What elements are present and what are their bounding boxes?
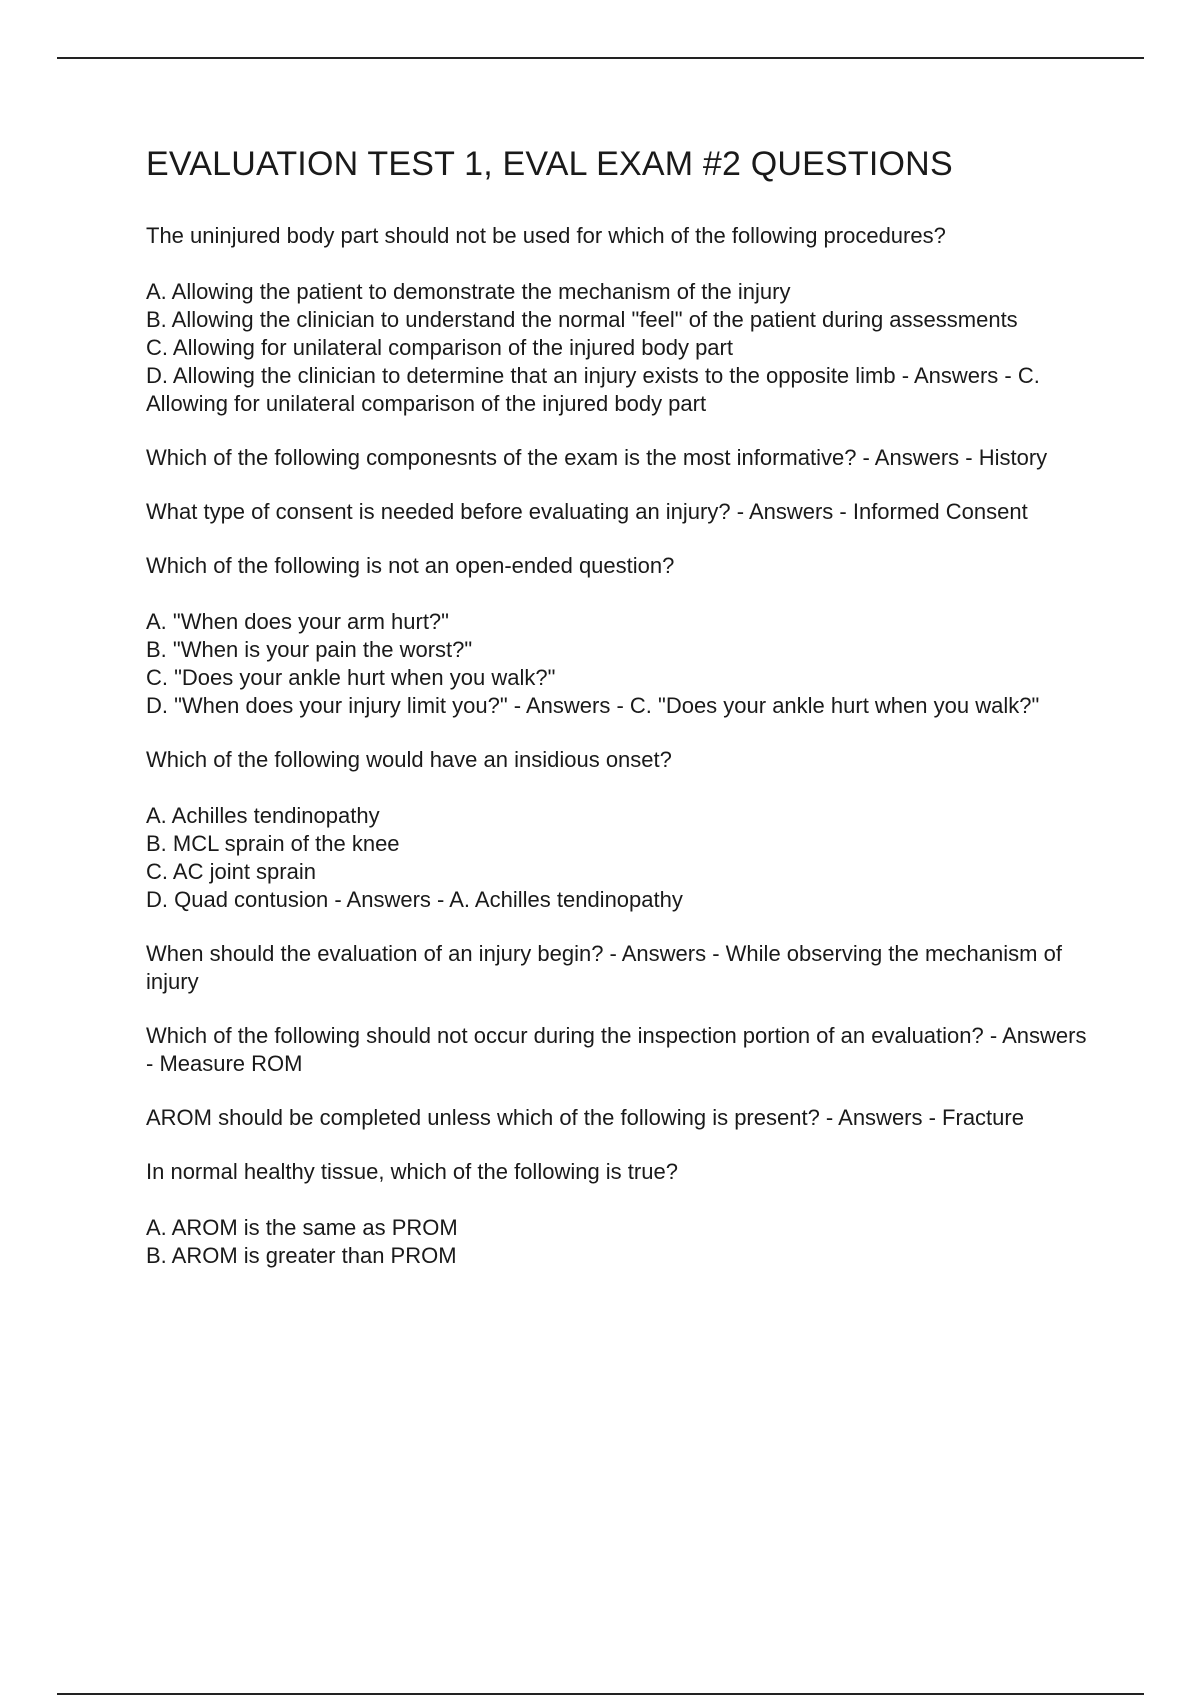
bottom-rule — [57, 1693, 1144, 1695]
choice-line: C. Allowing for unilateral comparison of the injured body part — [146, 335, 733, 360]
choice-line: D. Quad contusion - Answers - A. Achilles tendinopathy — [146, 887, 683, 912]
question-2 — [146, 444, 1091, 472]
question-8 — [146, 1104, 1091, 1132]
choice-line: D. "When does your injury limit you?" - Answers - C. "Does your ankle hurt when you walk?" — [146, 693, 1040, 718]
question-stem: Which of the following would have an insidious onset? — [146, 747, 672, 772]
choice-line: A. AROM is the same as PROM — [146, 1215, 458, 1240]
choice-line: A. "When does your arm hurt?" — [146, 609, 449, 634]
question-6 — [146, 940, 1091, 996]
choice-line: D. Allowing the clinician to determine that an injury exists to the opposite limb - Answers - C. Allowing for unilateral comparison of the injured body part — [146, 363, 1040, 416]
question-stem: AROM should be completed unless which of the following is present? - Answers - Fracture — [146, 1105, 1024, 1130]
choice-line: C. "Does your ankle hurt when you walk?" — [146, 665, 556, 690]
choice-line: A. Allowing the patient to demonstrate the mechanism of the injury — [146, 279, 791, 304]
question-5 — [146, 746, 1091, 914]
choice-line: B. MCL sprain of the knee — [146, 831, 400, 856]
question-stem: Which of the following is not an open-ended question? — [146, 553, 675, 578]
question-stem: When should the evaluation of an injury begin? - Answers - While observing the mechanism of injury — [146, 941, 1062, 994]
choice-line: B. "When is your pain the worst?" — [146, 637, 473, 662]
question-3 — [146, 498, 1091, 526]
document-title: EVALUATION TEST 1, EVAL EXAM #2 QUESTIONS — [146, 145, 953, 183]
question-7 — [146, 1022, 1091, 1078]
question-1 — [146, 222, 1091, 418]
question-stem: In normal healthy tissue, which of the following is true? — [146, 1159, 678, 1184]
choice-line: C. AC joint sprain — [146, 859, 316, 884]
document-body — [146, 142, 1091, 1296]
question-stem: What type of consent is needed before evaluating an injury? - Answers - Informed Consent — [146, 499, 1028, 524]
question-4 — [146, 552, 1091, 720]
question-stem: Which of the following componesnts of the exam is the most informative? - Answers - History — [146, 445, 1048, 470]
top-rule — [57, 57, 1144, 59]
question-9 — [146, 1158, 1091, 1270]
choice-line: B. AROM is greater than PROM — [146, 1243, 457, 1268]
choice-line: A. Achilles tendinopathy — [146, 803, 380, 828]
question-stem: Which of the following should not occur during the inspection portion of an evaluation? - Answers - Measure ROM — [146, 1023, 1087, 1076]
question-stem: The uninjured body part should not be used for which of the following procedures? — [146, 223, 946, 248]
choice-line: B. Allowing the clinician to understand the normal "feel" of the patient during assessments — [146, 307, 1018, 332]
